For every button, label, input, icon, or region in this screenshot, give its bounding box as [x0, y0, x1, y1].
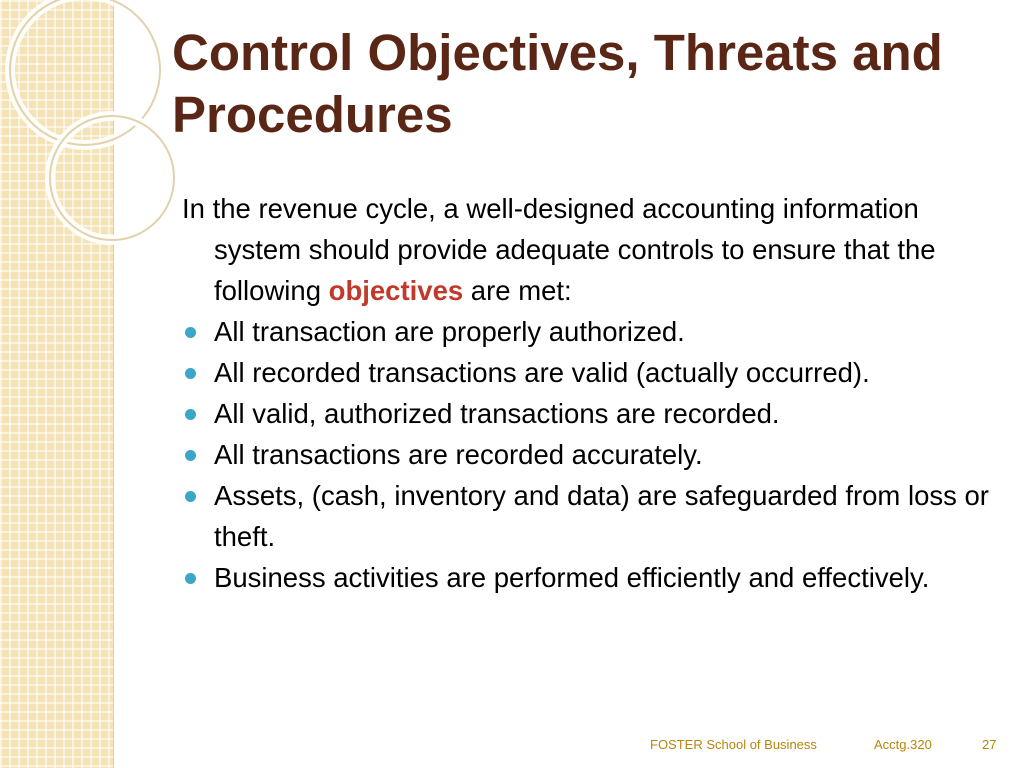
footer-organization: FOSTER School of Business: [650, 737, 817, 752]
bullet-icon: [185, 573, 196, 584]
page-number: 27: [982, 737, 997, 752]
list-item: [182, 393, 994, 434]
list-item-text: Assets, (cash, inventory and data) are safeguarded from loss or theft.: [214, 480, 989, 552]
intro-highlight: objectives: [328, 275, 464, 306]
list-item-text: All valid, authorized transactions are recorded.: [214, 398, 780, 429]
intro-text-before: In the revenue cycle, a well-designed accounting information system should provide adequate controls to ensure that the following: [182, 193, 936, 306]
decorative-circles: [0, 0, 200, 320]
list-item: [182, 475, 994, 557]
bullet-icon: [185, 409, 196, 420]
list-item: [182, 311, 994, 352]
list-item-text: All transaction are properly authorized.: [214, 316, 685, 347]
list-item: [182, 557, 994, 598]
bullet-icon: [185, 450, 196, 461]
list-item-text: All recorded transactions are valid (actually occurred).: [214, 357, 870, 388]
slide-title: Control Objectives, Threats and Procedures: [172, 24, 943, 143]
list-item: [182, 352, 994, 393]
intro-paragraph: [182, 188, 994, 311]
list-item-text: Business activities are performed efficiently and effectively.: [214, 562, 930, 593]
list-item-text: All transactions are recorded accurately.: [214, 439, 703, 470]
bullet-icon: [185, 491, 196, 502]
bullet-icon: [185, 368, 196, 379]
slide-body: [182, 188, 994, 598]
bullet-icon: [185, 327, 196, 338]
footer-course: Acctg.320: [874, 737, 932, 752]
list-item: [182, 434, 994, 475]
intro-text-after: are met:: [463, 275, 572, 306]
objectives-list: [182, 311, 994, 598]
